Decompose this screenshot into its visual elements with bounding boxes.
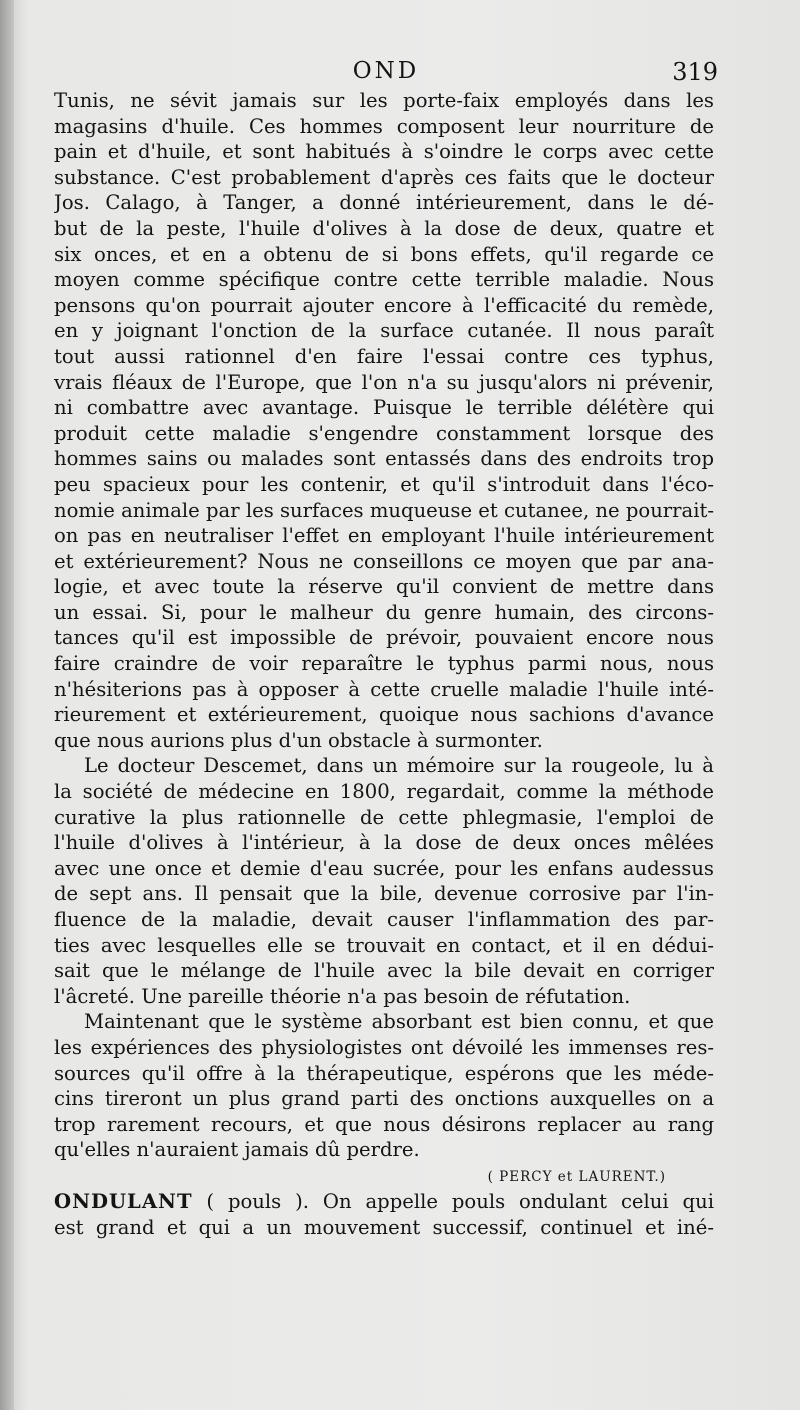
text-line: hommes sains ou malades sont entassés dans des endroits trop: [54, 447, 714, 471]
text-line: ties avec lesquelles elle se trouvait en contact, et il en dédui-: [54, 933, 714, 957]
entry-text: ( pouls ). On appelle pouls ondulant celui qui: [192, 1189, 714, 1213]
text-line: Maintenant que le système absorbant est bien connu, et que: [84, 1010, 714, 1034]
text-line: Tunis, ne sévit jamais sur les porte-faix employés dans les: [54, 89, 714, 112]
text-line: faire craindre de voir reparaître le typhus parmi nous, nous: [54, 652, 714, 676]
running-head: OND: [352, 58, 420, 84]
paragraph-1: [54, 88, 714, 753]
text-line: et extérieurement? Nous ne conseillons ce moyen que par ana-: [54, 549, 714, 573]
text-line: de sept ans. Il pensait que la bile, devenue corrosive par l'in-: [54, 882, 714, 906]
text-line: magasins d'huile. Ces hommes composent leur nourriture de: [54, 114, 714, 138]
text-line: un essai. Si, pour le malheur du genre humain, des circons-: [54, 600, 714, 624]
body-text: [54, 88, 714, 1240]
author-signature: ( PERCY et LAURENT.): [487, 1168, 666, 1185]
text-line: que nous aurions plus d'un obstacle à surmonter.: [54, 728, 543, 752]
text-line: sources qu'il offre à la thérapeutique, espérons que les méde-: [54, 1061, 714, 1085]
text-line: trop rarement recours, et que nous désirons replacer au rang: [54, 1112, 714, 1136]
text-line: les expériences des physiologistes ont dévoilé les immenses res-: [54, 1035, 714, 1059]
paragraph-3: [54, 1009, 714, 1163]
page-gutter-shadow: [0, 0, 14, 1410]
text-line: tout aussi rationnel d'en faire l'essai contre ces typhus,: [54, 344, 714, 368]
text-line: sait que le mélange de l'huile avec la bile devait en corriger: [54, 959, 714, 983]
text-line: rieurement et extérieurement, quoique nous sachions d'avance: [54, 703, 714, 727]
text-line: curative la plus rationnelle de cette phlegmasie, l'emploi de: [54, 805, 714, 829]
text-line: la société de médecine en 1800, regardait, comme la méthode: [54, 780, 714, 804]
dictionary-entry: [54, 1189, 714, 1240]
text-line: logie, et avec toute la réserve qu'il convient de mettre dans: [54, 575, 714, 599]
page-header: [56, 58, 716, 90]
text-line: n'hésiterions pas à opposer à cette cruelle maladie l'huile inté-: [54, 677, 714, 701]
text-line: vrais fléaux de l'Europe, que l'on n'a su jusqu'alors ni prévenir,: [54, 370, 714, 394]
text-line: pain et d'huile, et sont habitués à s'oindre le corps avec cette: [54, 140, 714, 164]
text-line: pensons qu'on pourrait ajouter encore à l'efficacité du remède,: [54, 293, 714, 317]
text-line: six onces, et en a obtenu de si bons effets, qu'il regarde ce: [54, 242, 714, 266]
text-line: on pas en neutraliser l'effet en employant l'huile intérieurement: [54, 524, 714, 548]
text-line: l'âcreté. Une pareille théorie n'a pas besoin de réfutation.: [54, 984, 631, 1008]
text-line: tances qu'il est impossible de prévoir, pouvaient encore nous: [54, 626, 714, 650]
text-line: substance. C'est probablement d'après ces faits que le docteur: [54, 165, 714, 189]
text-line: fluence de la maladie, devait causer l'inflammation des par-: [54, 908, 714, 931]
text-line: peu spacieux pour les contenir, et qu'il s'introduit dans l'éco-: [54, 472, 714, 496]
text-line: avec une once et demie d'eau sucrée, pour les enfans audessus: [54, 856, 714, 880]
page-number: 319: [672, 58, 718, 86]
text-line: qu'elles n'auraient jamais dû perdre.: [54, 1138, 420, 1162]
text-line: en y joignant l'onction de la surface cutanée. Il nous paraît: [54, 319, 714, 343]
text-line: nomie animale par les surfaces muqueuse et cutanee, ne pourrait-: [54, 498, 714, 522]
text-line: cins tireront un plus grand parti des onctions auxquelles on a: [54, 1087, 714, 1111]
text-line: ni combattre avec avantage. Puisque le terrible délétère qui: [54, 396, 714, 420]
text-line: Le docteur Descemet, dans un mémoire sur la rougeole, lu à: [84, 754, 714, 778]
entry-first-line: [54, 1189, 714, 1215]
text-line: produit cette maladie s'engendre constamment lorsque des: [54, 421, 714, 445]
text-line: Jos. Calago, à Tanger, a donné intérieurement, dans le dé-: [54, 191, 714, 215]
text-line: est grand et qui a un mouvement successif, continuel et iné-: [54, 1215, 714, 1239]
text-line: moyen comme spécifique contre cette terrible maladie. Nous: [54, 268, 714, 292]
text-line: but de la peste, l'huile d'olives à la dose de deux, quatre et: [54, 216, 714, 240]
entry-term: ONDULANT: [54, 1189, 193, 1213]
text-line: l'huile d'olives à l'intérieur, à la dose de deux onces mêlées: [54, 831, 714, 855]
paragraph-2: [54, 753, 714, 1009]
